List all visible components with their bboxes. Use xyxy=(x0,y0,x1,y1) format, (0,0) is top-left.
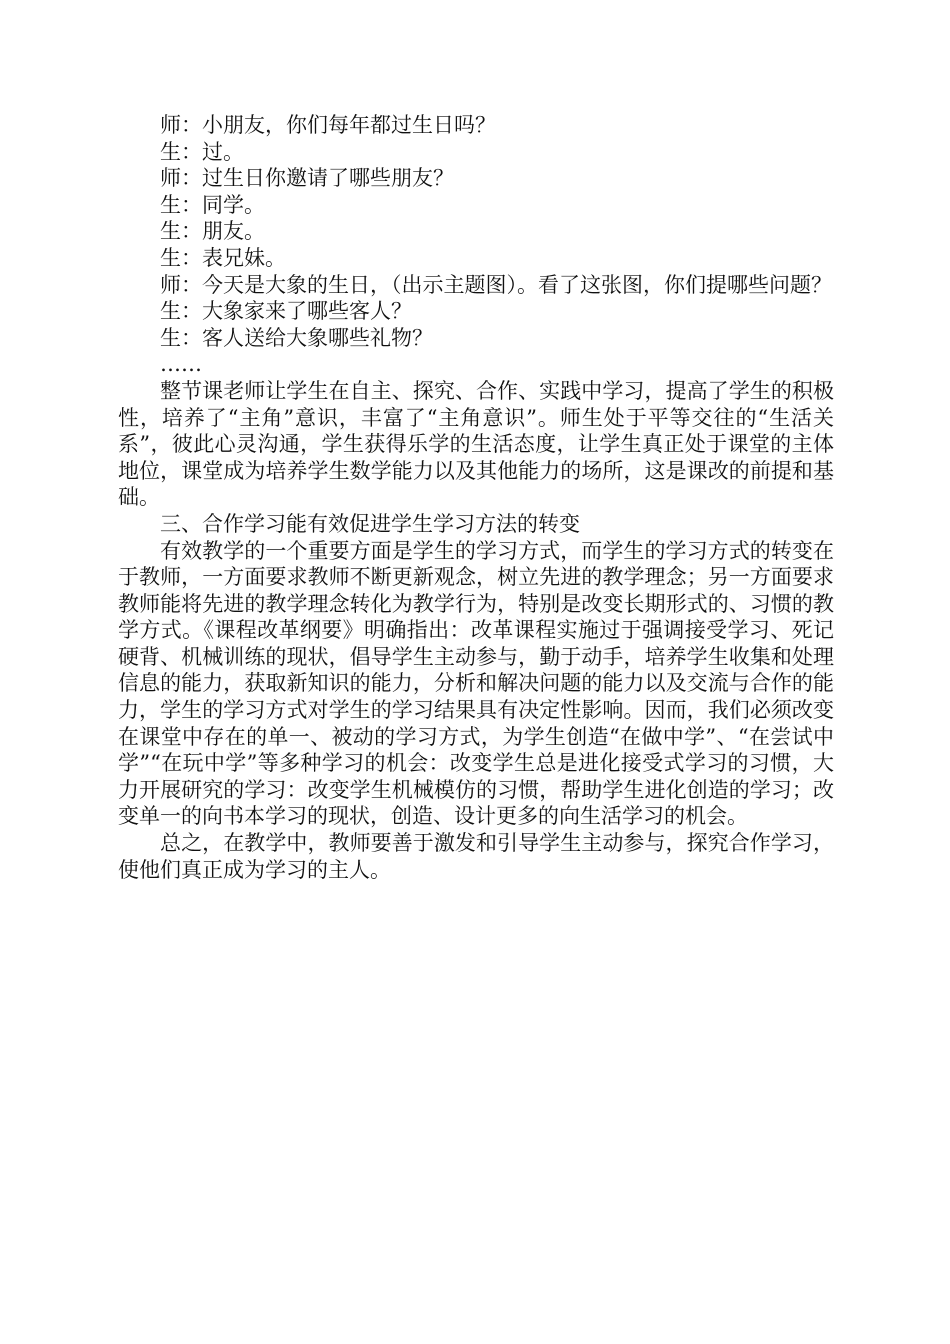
dialogue-line: 生：同学。 xyxy=(160,192,265,217)
ellipsis: …… xyxy=(160,352,202,377)
dialogue-text: 同学。 xyxy=(202,192,265,217)
dialogue-line: 生：过。 xyxy=(160,139,244,164)
speaker-label: 生 xyxy=(160,192,181,217)
speaker-label: 生 xyxy=(160,139,181,164)
dialogue-text: 表兄妹。 xyxy=(202,245,286,270)
dialogue-line: 师：过生日你邀请了哪些朋友？ xyxy=(160,166,454,191)
student-question: 生：大象家来了哪些客人？ xyxy=(160,299,412,324)
dialogue-text: 过生日你邀请了哪些朋友？ xyxy=(202,166,454,191)
speaker-label: 生 xyxy=(160,245,181,270)
speaker-label: 生 xyxy=(160,219,181,244)
dialogue-line: 生：朋友。 xyxy=(160,219,265,244)
summary-paragraph: 整节课老师让学生在自主、探究、合作、实践中学习，提高了学生的积极性，培养了“主角”意识，丰富了“主角意识”。师生处于平等交往的“生活关系”，彼此心灵沟通，学生获得乐学的生活态度，让学生真正处于课堂的主体地位，课堂成为培养学生数学能力以及其他能力的场所，这是课改的前提和基础。 xyxy=(118,378,834,510)
document-body xyxy=(118,112,834,883)
method-paragraph: 有效教学的一个重要方面是学生的学习方式，而学生的学习方式的转变在于教师，一方面要求教师不断更新观念，树立先进的教学理念；另一方面要求教师能将先进的教学理念转化为教学行为，特别是改变长期形式的、习惯的教学方式。《课程改革纲要》明确指出：改革课程实施过于强调接受学习、死记硬背、机械训练的现状，倡导学生主动参与，勤于动手，培养学生收集和处理信息的能力，获取新知识的能力，分析和解决问题的能力以及交流与合作的能力，学生的学习方式对学生的学习结果具有决定性影响。因而，我们必须改变在课堂中存在的单一、被动的学习方式，为学生创造“在做中学”、“在尝试中学”“在玩中学”等多种学习的机会：改变学生总是进化接受式学习的习惯，大力开展研究的学习：改变学生机械模仿的习惯，帮助学生进化创造的学习；改变单一的向书本学习的现状，创造、设计更多的向生活学习的机会。 xyxy=(118,538,834,829)
speaker-label: 师 xyxy=(160,166,181,191)
dialogue-text: 过。 xyxy=(202,139,244,164)
speaker-label: 师 xyxy=(160,113,181,137)
dialogue-text: 朋友。 xyxy=(202,219,265,244)
conclusion-paragraph: 总之，在教学中，教师要善于激发和引导学生主动参与，探究合作学习，使他们真正成为学习的主人。 xyxy=(118,831,834,882)
teacher-prompt: 师：今天是大象的生日，（出示主题图）。看了这张图，你们提哪些问题？ xyxy=(160,272,832,297)
section-heading: 三、合作学习能有效促进学生学习方法的转变 xyxy=(160,511,580,536)
dialogue-line: 师：小朋友，你们每年都过生日吗？ xyxy=(160,113,496,137)
student-question: 生：客人送给大象哪些礼物？ xyxy=(160,325,433,350)
dialogue-line: 生：表兄妹。 xyxy=(160,245,286,270)
dialogue-text: 小朋友，你们每年都过生日吗？ xyxy=(202,113,496,137)
